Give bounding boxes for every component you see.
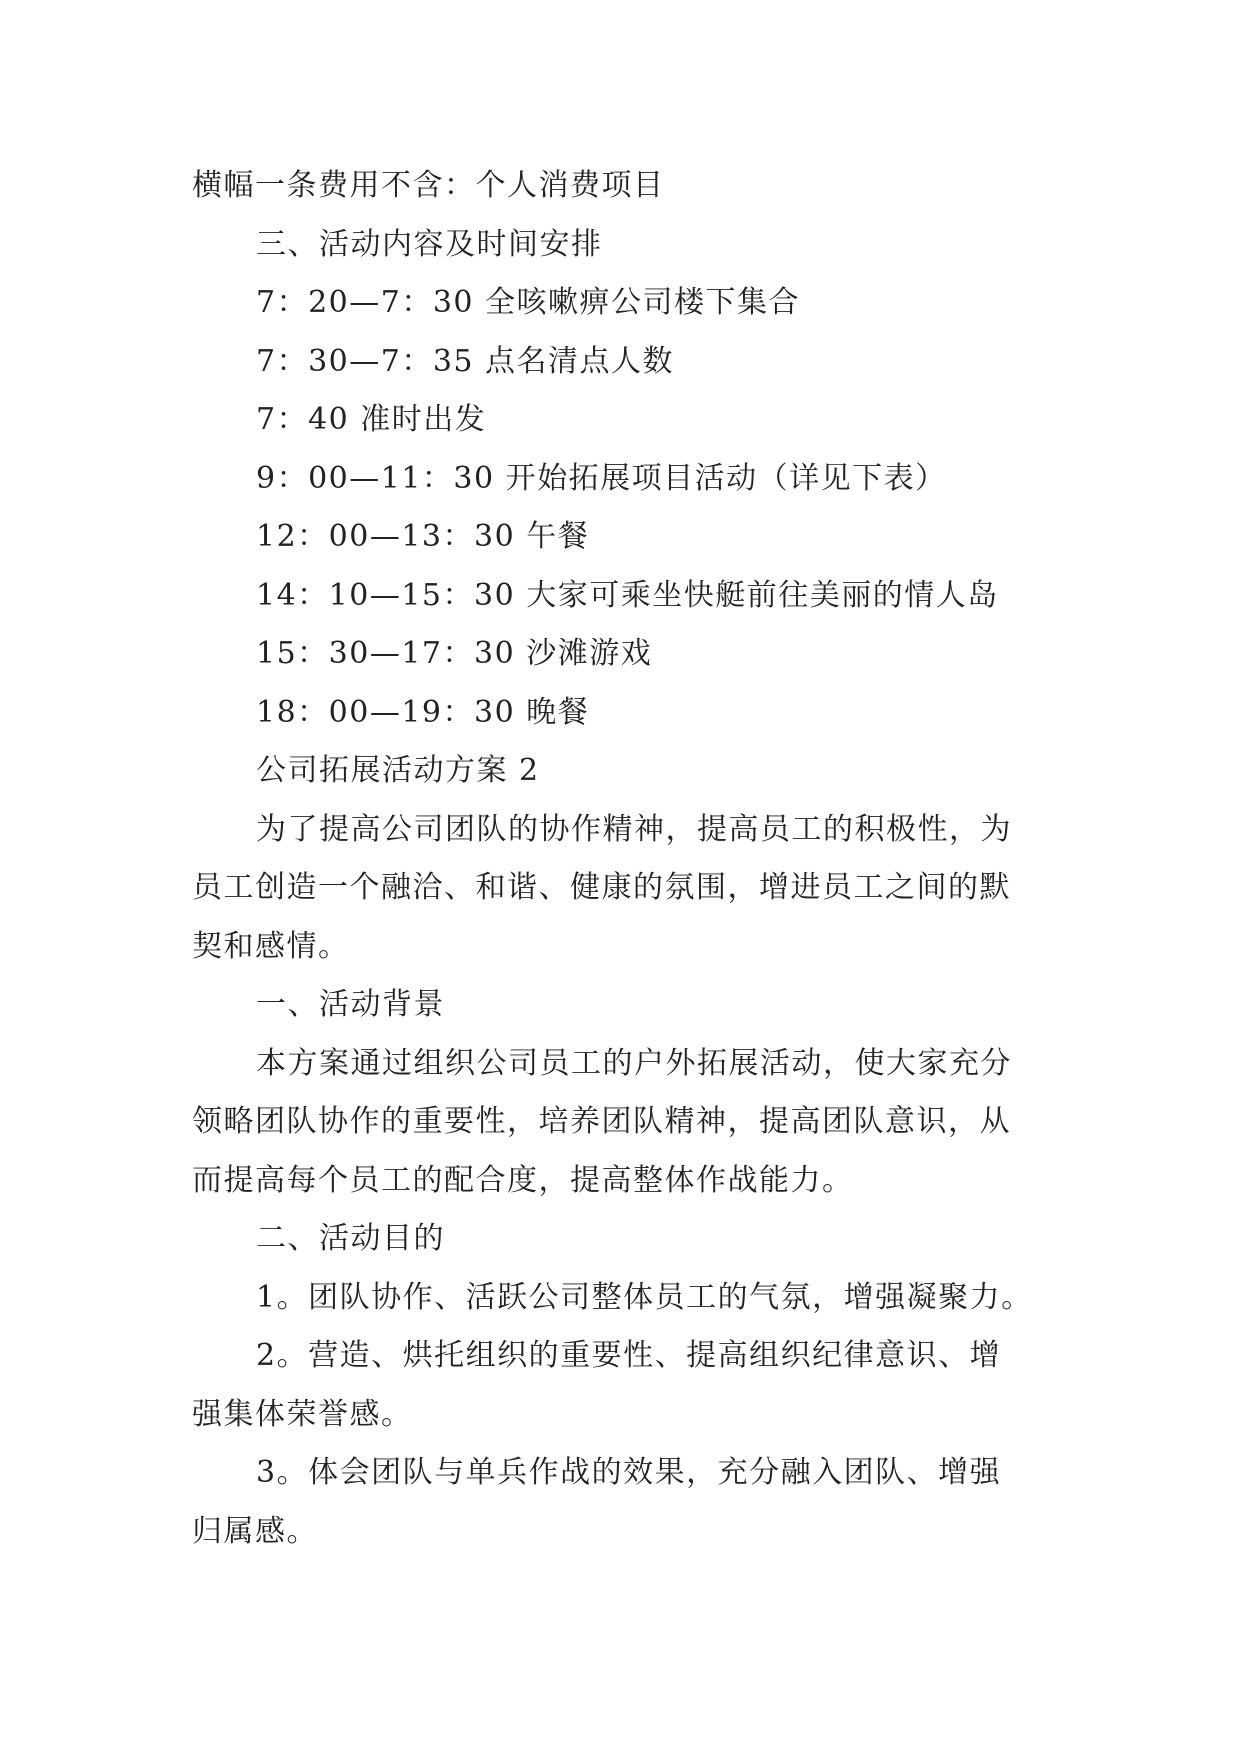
section-heading-goals: 二、活动目的 bbox=[256, 1221, 445, 1256]
text-line-fee-exclusions: 横幅一条费用不含：个人消费项目 bbox=[192, 168, 665, 203]
goal-item-continuation: 强集体荣誉感。 bbox=[192, 1396, 413, 1432]
schedule-item: 14：10—15：30 大家可乘坐快艇前往美丽的情人岛 bbox=[256, 577, 999, 613]
intro-paragraph-line: 为了提高公司团队的协作精神，提高员工的积极性，为 bbox=[256, 811, 1012, 847]
intro-paragraph-line: 员工创造一个融洽、和谐、健康的氛围，增进员工之间的默 bbox=[192, 870, 1011, 905]
plan-title: 公司拓展活动方案 2 bbox=[256, 753, 540, 788]
section-heading-background: 一、活动背景 bbox=[256, 987, 445, 1022]
section-heading-schedule: 三、活动内容及时间安排 bbox=[256, 226, 603, 262]
schedule-item: 7：40 准时出发 bbox=[256, 402, 487, 437]
schedule-item: 9：00—11：30 开始拓展项目活动（详见下表） bbox=[256, 460, 947, 496]
goal-item: 1。团队协作、活跃公司整体员工的气氛，增强凝聚力。 bbox=[256, 1279, 1033, 1315]
document-body bbox=[192, 157, 1062, 1561]
schedule-item: 12：00—13：30 午餐 bbox=[256, 519, 590, 554]
background-paragraph-line: 而提高每个员工的配合度，提高整体作战能力。 bbox=[192, 1162, 854, 1198]
background-paragraph-line: 本方案通过组织公司员工的户外拓展活动，使大家充分 bbox=[256, 1045, 1012, 1081]
schedule-item: 15：30—17：30 沙滩游戏 bbox=[256, 636, 653, 671]
intro-paragraph-line: 契和感情。 bbox=[192, 928, 350, 964]
goal-item-continuation: 归属感。 bbox=[192, 1513, 318, 1549]
schedule-item: 7：30—7：35 点名清点人数 bbox=[256, 343, 675, 379]
goal-item: 2。营造、烘托组织的重要性、提高组织纪律意识、增 bbox=[256, 1338, 1002, 1373]
background-paragraph-line: 领略团队协作的重要性，培养团队精神，提高团队意识，从 bbox=[192, 1104, 1011, 1139]
goal-item: 3。体会团队与单兵作战的效果，充分融入团队、增强 bbox=[256, 1455, 1002, 1490]
schedule-item: 18：00—19：30 晚餐 bbox=[256, 694, 590, 730]
schedule-item: 7：20—7：30 全咳嗽痹公司楼下集合 bbox=[256, 285, 801, 320]
